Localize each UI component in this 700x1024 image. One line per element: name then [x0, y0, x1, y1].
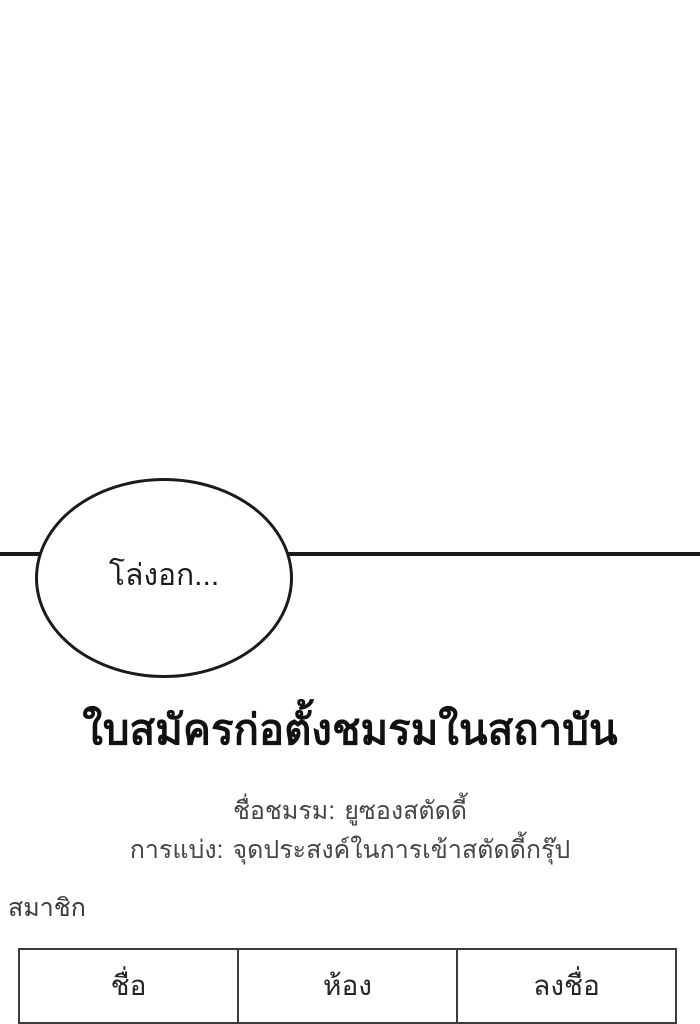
members-table: [18, 948, 677, 1024]
club-name-label: ชื่อชมรม:: [232, 797, 336, 825]
speech-bubble: [35, 478, 293, 678]
form-field-division: [0, 832, 700, 868]
division-value: จุดประสงค์ในการเข้าสตัดดี้กรุ๊ป: [232, 836, 571, 864]
division-label: การแบ่ง:: [129, 836, 224, 864]
club-name-value: ยูซองสตัดดี้: [344, 797, 468, 825]
table-header-name: ชื่อ: [19, 949, 238, 1023]
table-header-room: ห้อง: [238, 949, 457, 1023]
speech-bubble-text: โล่งอก...: [108, 559, 220, 592]
form-title: ใบสมัครก่อตั้งชมรมในสถาบัน: [82, 706, 618, 753]
table-header-signature: ลงชื่อ: [457, 949, 676, 1023]
members-section-label: สมาชิก: [8, 894, 86, 922]
members-table-header-row: [19, 949, 676, 1023]
form-field-club-name: [0, 793, 700, 829]
